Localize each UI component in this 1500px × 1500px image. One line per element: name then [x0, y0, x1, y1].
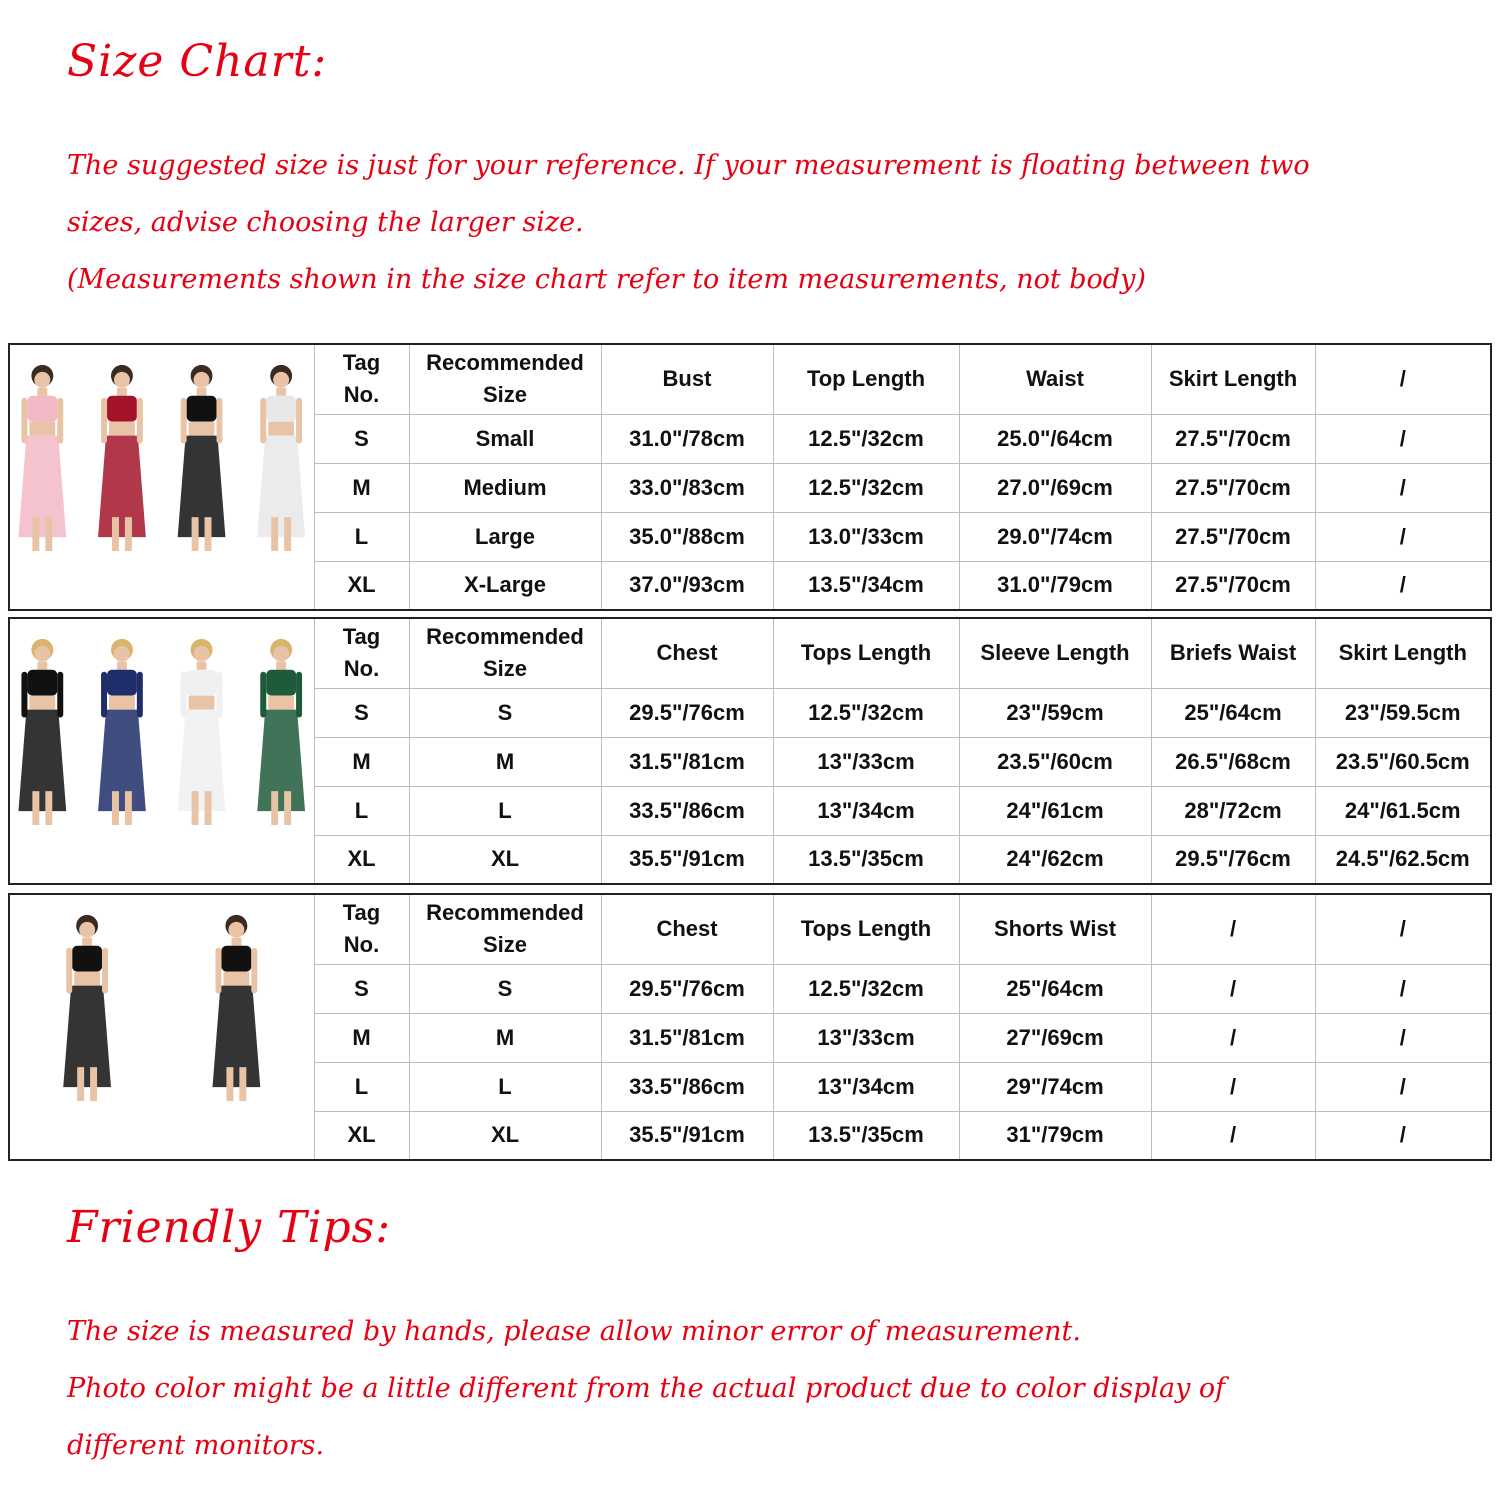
- note-line-2: sizes, advise choosing the larger size.: [67, 207, 584, 238]
- data-cell: S: [314, 414, 409, 463]
- data-cell: S: [314, 688, 409, 737]
- data-cell: L: [409, 1062, 601, 1111]
- header-cell: Tag No.: [314, 344, 409, 414]
- data-cell: L: [314, 786, 409, 835]
- header-cell: /: [1151, 894, 1315, 964]
- model-figure: [63, 915, 111, 1101]
- data-cell: 24"/61.5cm: [1315, 786, 1491, 835]
- data-cell: /: [1315, 463, 1491, 512]
- header-cell: Skirt Length: [1315, 618, 1491, 688]
- data-cell: 13"/33cm: [773, 1013, 959, 1062]
- data-cell: 35.5"/91cm: [601, 835, 773, 884]
- tip-line-2: Photo color might be a little different from the actual product due to color display of: [67, 1373, 1226, 1404]
- data-cell: XL: [409, 835, 601, 884]
- data-cell: 27.0"/69cm: [959, 463, 1151, 512]
- data-cell: 24.5"/62.5cm: [1315, 835, 1491, 884]
- data-cell: 27.5"/70cm: [1151, 463, 1315, 512]
- model-figure: [257, 365, 305, 551]
- data-cell: 25"/64cm: [1151, 688, 1315, 737]
- data-cell: /: [1151, 964, 1315, 1013]
- model-figure: [257, 639, 305, 825]
- data-cell: 27"/69cm: [959, 1013, 1151, 1062]
- header-cell: Skirt Length: [1151, 344, 1315, 414]
- header-cell: Sleeve Length: [959, 618, 1151, 688]
- data-cell: S: [409, 688, 601, 737]
- header-cell: Recommended Size: [409, 894, 601, 964]
- data-cell: /: [1315, 1013, 1491, 1062]
- header-cell: Chest: [601, 618, 773, 688]
- model-figure: [178, 365, 226, 551]
- table-header-row: [9, 894, 1491, 964]
- data-cell: 12.5"/32cm: [773, 414, 959, 463]
- size-table-1: [8, 343, 1492, 611]
- data-cell: 23.5"/60cm: [959, 737, 1151, 786]
- data-cell: 31"/79cm: [959, 1111, 1151, 1160]
- data-cell: /: [1315, 964, 1491, 1013]
- data-cell: 31.0"/78cm: [601, 414, 773, 463]
- data-cell: 31.5"/81cm: [601, 1013, 773, 1062]
- model-figure: [178, 639, 226, 825]
- data-cell: 24"/61cm: [959, 786, 1151, 835]
- note-line-1: The suggested size is just for your reference. If your measurement is floating between two: [67, 150, 1310, 181]
- header-cell: Chest: [601, 894, 773, 964]
- friendly-tips-title: Friendly Tips:: [67, 1202, 392, 1253]
- header-cell: Shorts Wist: [959, 894, 1151, 964]
- header-cell: Waist: [959, 344, 1151, 414]
- product-photo: [9, 894, 314, 1160]
- table-header-row: [9, 344, 1491, 414]
- header-cell: /: [1315, 894, 1491, 964]
- data-cell: 12.5"/32cm: [773, 463, 959, 512]
- data-cell: 25.0"/64cm: [959, 414, 1151, 463]
- data-cell: L: [314, 512, 409, 561]
- data-cell: 33.0"/83cm: [601, 463, 773, 512]
- data-cell: 35.5"/91cm: [601, 1111, 773, 1160]
- data-cell: M: [314, 1013, 409, 1062]
- tip-line-3: different monitors.: [67, 1430, 325, 1461]
- data-cell: /: [1315, 561, 1491, 610]
- data-cell: 12.5"/32cm: [773, 964, 959, 1013]
- data-cell: XL: [314, 1111, 409, 1160]
- size-chart-title: Size Chart:: [67, 36, 328, 87]
- data-cell: 33.5"/86cm: [601, 1062, 773, 1111]
- header-cell: Recommended Size: [409, 344, 601, 414]
- data-cell: 27.5"/70cm: [1151, 512, 1315, 561]
- data-cell: XL: [314, 561, 409, 610]
- data-cell: 26.5"/68cm: [1151, 737, 1315, 786]
- header-cell: Bust: [601, 344, 773, 414]
- data-cell: 29.5"/76cm: [1151, 835, 1315, 884]
- data-cell: 13.5"/34cm: [773, 561, 959, 610]
- data-cell: 13"/34cm: [773, 1062, 959, 1111]
- data-cell: 31.5"/81cm: [601, 737, 773, 786]
- data-cell: 29.5"/76cm: [601, 964, 773, 1013]
- data-cell: /: [1151, 1062, 1315, 1111]
- data-cell: /: [1151, 1111, 1315, 1160]
- model-figure: [18, 639, 66, 825]
- data-cell: 27.5"/70cm: [1151, 561, 1315, 610]
- data-cell: XL: [314, 835, 409, 884]
- data-cell: /: [1151, 1013, 1315, 1062]
- header-cell: Tops Length: [773, 894, 959, 964]
- data-cell: Medium: [409, 463, 601, 512]
- data-cell: M: [409, 1013, 601, 1062]
- data-cell: 24"/62cm: [959, 835, 1151, 884]
- model-figure: [98, 639, 146, 825]
- header-cell: Recommended Size: [409, 618, 601, 688]
- model-figure: [98, 365, 146, 551]
- data-cell: /: [1315, 1062, 1491, 1111]
- data-cell: S: [314, 964, 409, 1013]
- data-cell: L: [409, 786, 601, 835]
- data-cell: 13.0"/33cm: [773, 512, 959, 561]
- data-cell: 29"/74cm: [959, 1062, 1151, 1111]
- data-cell: XL: [409, 1111, 601, 1160]
- data-cell: 13"/33cm: [773, 737, 959, 786]
- header-cell: Top Length: [773, 344, 959, 414]
- data-cell: M: [314, 737, 409, 786]
- data-cell: 23"/59.5cm: [1315, 688, 1491, 737]
- data-cell: 29.0"/74cm: [959, 512, 1151, 561]
- data-cell: S: [409, 964, 601, 1013]
- header-cell: /: [1315, 344, 1491, 414]
- tip-line-1: The size is measured by hands, please allow minor error of measurement.: [67, 1316, 1081, 1347]
- data-cell: /: [1315, 512, 1491, 561]
- data-cell: 27.5"/70cm: [1151, 414, 1315, 463]
- data-cell: 35.0"/88cm: [601, 512, 773, 561]
- data-cell: 37.0"/93cm: [601, 561, 773, 610]
- product-photo: [9, 618, 314, 884]
- data-cell: 12.5"/32cm: [773, 688, 959, 737]
- data-cell: X-Large: [409, 561, 601, 610]
- data-cell: /: [1315, 414, 1491, 463]
- data-cell: 31.0"/79cm: [959, 561, 1151, 610]
- data-cell: 25"/64cm: [959, 964, 1151, 1013]
- data-cell: 29.5"/76cm: [601, 688, 773, 737]
- note-line-3: (Measurements shown in the size chart refer to item measurements, not body): [67, 264, 1146, 295]
- data-cell: 13.5"/35cm: [773, 835, 959, 884]
- data-cell: /: [1315, 1111, 1491, 1160]
- data-cell: 23.5"/60.5cm: [1315, 737, 1491, 786]
- data-cell: L: [314, 1062, 409, 1111]
- data-cell: 13.5"/35cm: [773, 1111, 959, 1160]
- data-cell: 13"/34cm: [773, 786, 959, 835]
- data-cell: M: [314, 463, 409, 512]
- data-cell: Large: [409, 512, 601, 561]
- size-table-2: [8, 617, 1492, 885]
- product-photo: [9, 344, 314, 610]
- data-cell: Small: [409, 414, 601, 463]
- data-cell: 23"/59cm: [959, 688, 1151, 737]
- model-figure: [212, 915, 260, 1101]
- data-cell: 33.5"/86cm: [601, 786, 773, 835]
- data-cell: M: [409, 737, 601, 786]
- header-cell: Tag No.: [314, 894, 409, 964]
- size-table-3: [8, 893, 1492, 1161]
- table-header-row: [9, 618, 1491, 688]
- header-cell: Tag No.: [314, 618, 409, 688]
- data-cell: 28"/72cm: [1151, 786, 1315, 835]
- header-cell: Tops Length: [773, 618, 959, 688]
- header-cell: Briefs Waist: [1151, 618, 1315, 688]
- model-figure: [18, 365, 66, 551]
